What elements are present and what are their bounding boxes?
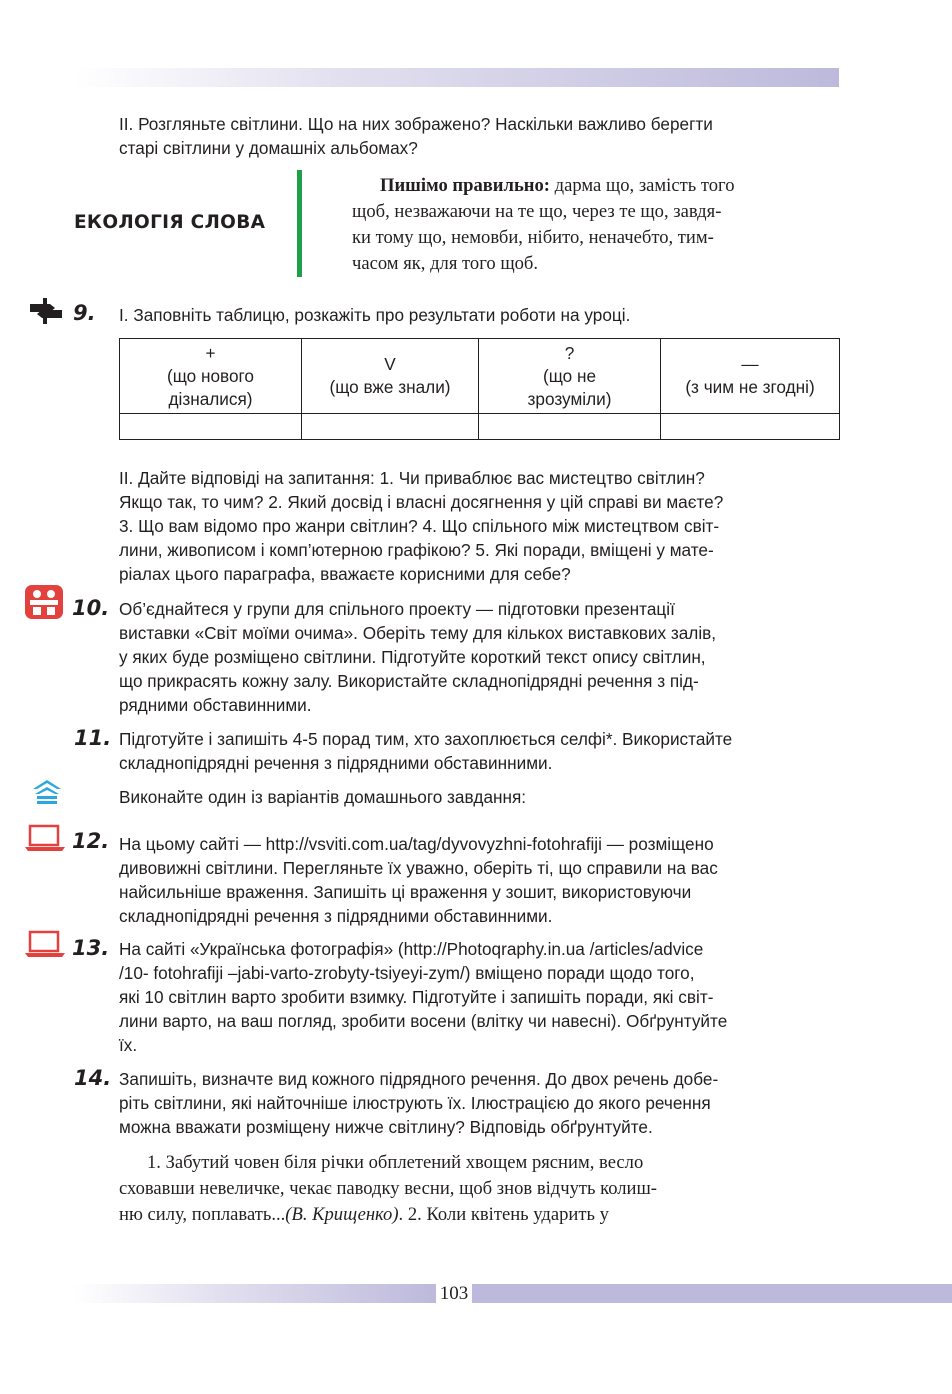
task-11-number: 11. — [74, 726, 112, 750]
header-line: — — [741, 354, 759, 374]
task-14-text — [119, 1067, 839, 1139]
text-line: у яких буде розміщено світлини. Підготуйте короткий текст опису світлин, — [119, 647, 706, 667]
footer-band-left — [74, 1284, 436, 1303]
text-line: рядними обставинними. — [119, 695, 312, 715]
header-line: (що вже знали) — [329, 377, 451, 397]
text-line: їх. — [119, 1035, 138, 1055]
header-line: (що не — [542, 365, 597, 386]
header-band — [74, 68, 839, 87]
text-line: що прикрасять кожну залу. Використайте складнопідрядні речення з під- — [119, 671, 699, 691]
text-line: ню силу, поплавать... — [119, 1204, 286, 1225]
text-line: . 2. Коли квітень ударить у — [398, 1204, 609, 1225]
quote-author: (В. Крищенко) — [285, 1204, 399, 1225]
text-line: лини, живописом і комп’ютерною графікою? 5. Які поради, вміщені у мате- — [119, 540, 714, 560]
task-12-number: 12. — [72, 829, 110, 853]
task-11-text — [119, 727, 839, 775]
header-line: + — [205, 342, 216, 363]
ecology-divider — [297, 170, 302, 277]
task-9-text: І. Заповніть таблицю, розкажіть про результати роботи на уроці. — [119, 305, 631, 325]
text-line: дарма що, замість того — [549, 175, 735, 196]
text-line: можна вважати розміщену нижче світлину? Відповідь обґрунтуйте. — [119, 1117, 653, 1137]
text-line: На цьому сайті — http://vsviti.com.ua/tag/dyvovyzhni-fotohrafiji — розміщено — [119, 834, 714, 854]
text-line: виставки «Світ моїми очима». Оберіть тему для кількох виставкових залів, — [119, 623, 717, 643]
task-13-text — [119, 937, 839, 1057]
table-cell — [479, 414, 661, 440]
footer-band-right — [472, 1284, 952, 1303]
laptop-icon — [24, 824, 66, 852]
text-line: 3. Що вам відомо про жанри світлин? 4. Що спільного між мистецтвом світ- — [119, 516, 720, 536]
header-line: дізналися) — [168, 388, 253, 409]
text-line: ріалах цього параграфа, вважаєте корисними для себе? — [119, 564, 571, 584]
results-table — [119, 338, 840, 440]
laptop-icon — [24, 930, 66, 958]
text-line: найсильніше враження. Запишіть ці враження у зошит, використовуючи — [119, 882, 692, 902]
table-header-cell — [479, 339, 661, 414]
ecology-lead: Пишімо правильно: — [380, 175, 550, 196]
task-9-part2 — [119, 466, 839, 586]
header-line: (з чим не згодні) — [685, 377, 815, 397]
task-12-text — [119, 832, 839, 928]
ecology-note — [352, 173, 834, 277]
text-line: які 10 світлин варто зробити взимку. Підготуйте і запишіть поради, які світ- — [119, 987, 714, 1007]
header-line: зрозуміли) — [527, 388, 612, 409]
text-line: ІІ. Розгляньте світлини. Що на них зображено? Наскільки важливо берегти — [119, 114, 713, 134]
table-header-cell — [120, 339, 302, 414]
table-cell — [661, 414, 840, 440]
table-row — [120, 414, 840, 440]
text-line: Якщо так, то чим? 2. Який досвід і власні досягнення у цій справі ви маєте? — [119, 492, 724, 512]
task-14-quote — [119, 1150, 839, 1228]
table-cell — [120, 414, 302, 440]
text-line: дивовижні світлини. Перегляньте їх уважно, оберіть ті, що справили на вас — [119, 858, 718, 878]
text-line: /10- fotohrafiji –jabi-varto-zrobyty-tsiyeyi-zym/) вміщено поради щодо того, — [119, 963, 695, 983]
table-cell — [302, 414, 479, 440]
text-line: щоб, незважаючи на те що, через те що, завдя- — [352, 201, 722, 222]
text-line: ІІ. Дайте відповіді на запитання: 1. Чи приваблює вас мистецтво світлин? — [119, 468, 705, 488]
part2-intro — [119, 112, 841, 160]
text-line: лини варто, на ваш погляд, зробити восени (влітку чи навесні). Обґрунтуйте — [119, 1011, 728, 1031]
text-line: ки тому що, немовби, нібито, неначебто, тим- — [352, 227, 714, 248]
homework-text: Виконайте один із варіантів домашнього завдання: — [119, 787, 527, 807]
text-line: старі світлини у домашніх альбомах? — [119, 138, 418, 158]
task-9-number: 9. — [73, 301, 96, 325]
group-project-icon — [24, 584, 64, 620]
text-line: часом як, для того щоб. — [352, 253, 539, 274]
text-line: складнопідрядні речення з підрядними обставинними. — [119, 906, 553, 926]
text-line: Об’єднайтеся у групи для спільного проекту — підготовки презентації — [119, 599, 675, 619]
table-header-cell — [302, 339, 479, 414]
task-13-number: 13. — [72, 936, 110, 960]
header-line: V — [384, 354, 396, 374]
signpost-icon — [28, 296, 64, 326]
task-10-number: 10. — [72, 596, 110, 620]
header-line: (що нового — [166, 365, 254, 386]
task-14-number: 14. — [74, 1066, 112, 1090]
home-task-icon — [30, 778, 64, 806]
text-line: 1. Забутий човен біля річки обплетений хвощем рясним, весло — [147, 1152, 644, 1173]
text-line: На сайті «Українська фотографія» (http://Photoqraphy.in.ua /articles/advice — [119, 939, 704, 959]
table-header-cell — [661, 339, 840, 414]
text-line: Запишіть, визначте вид кожного підрядного речення. До двох речень добе- — [119, 1069, 719, 1089]
task-10-text — [119, 597, 839, 717]
header-line: ? — [564, 342, 575, 363]
text-line: Підготуйте і запишіть 4-5 порад тим, хто захоплюється селфі*. Використайте — [119, 729, 733, 749]
text-line: складнопідрядні речення з підрядними обставинними. — [119, 753, 553, 773]
ecology-heading: ЕКОЛОГІЯ СЛОВА — [74, 212, 266, 233]
text-line: ріть світлини, які найточніше ілюструють їх. Ілюстрацією до якого речення — [119, 1093, 711, 1113]
text-line: сховавши невеличке, чекає паводку весни, щоб знов відчуть колиш- — [119, 1178, 658, 1199]
page-number: 103 — [439, 1283, 469, 1304]
